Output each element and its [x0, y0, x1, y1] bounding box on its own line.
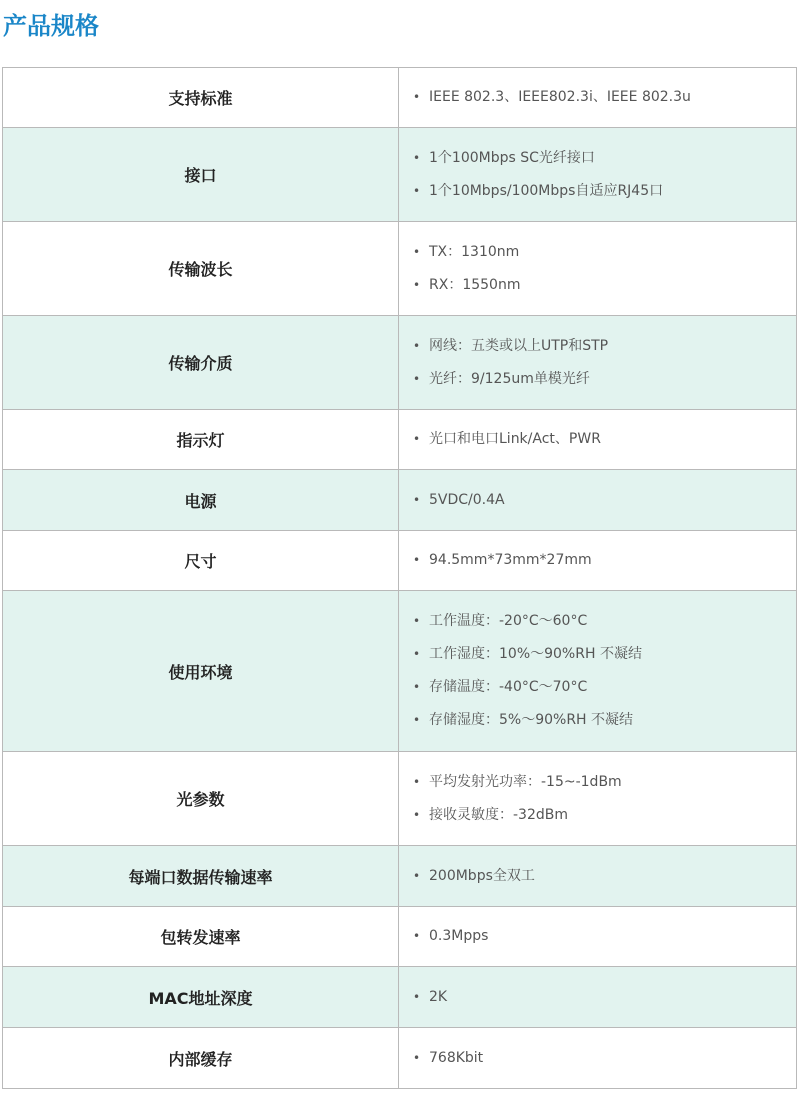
spec-value-item — [413, 484, 796, 517]
spec-value-text: 工作湿度：10%～90%RH 不凝结 — [429, 646, 642, 662]
spec-value-item — [413, 236, 796, 269]
bullet-icon: • — [413, 774, 421, 789]
bullet-icon: • — [413, 90, 421, 104]
spec-value-text: 存储温度：-40°C～70°C — [429, 679, 588, 695]
spec-value-cell — [399, 68, 797, 128]
spec-value-text: 5VDC/0.4A — [429, 491, 505, 508]
spec-value-text: 网线：五类或以上UTP和STP — [429, 337, 609, 354]
bullet-icon: • — [413, 807, 421, 822]
spec-row — [3, 470, 797, 531]
spec-row — [3, 752, 797, 846]
spec-value-item — [413, 142, 796, 175]
spec-value-cell — [399, 470, 797, 531]
spec-label: 光参数 — [3, 752, 399, 846]
spec-value-text: 94.5mm*73mm*27mm — [429, 552, 592, 568]
spec-value-list — [399, 133, 796, 217]
spec-row — [3, 591, 797, 752]
spec-value-list — [399, 72, 796, 123]
bullet-icon: • — [413, 868, 421, 883]
spec-value-item — [413, 269, 796, 302]
bullet-icon: • — [413, 989, 421, 1004]
spec-label: 每端口数据传输速率 — [3, 846, 399, 907]
spec-value-list — [399, 757, 796, 841]
spec-value-item — [413, 363, 796, 396]
bullet-icon: • — [413, 1050, 421, 1065]
spec-value-cell — [399, 967, 797, 1028]
spec-value-text: 光纤：9/125um单模光纤 — [429, 370, 590, 387]
spec-table — [2, 67, 797, 1089]
spec-label: 指示灯 — [3, 410, 399, 470]
spec-value-text: IEEE 802.3、IEEE802.3i、IEEE 802.3u — [429, 89, 691, 105]
spec-value-item — [413, 766, 796, 799]
spec-row — [3, 846, 797, 907]
bullet-icon: • — [413, 680, 421, 694]
spec-label: 使用环境 — [3, 591, 399, 752]
bullet-icon: • — [413, 150, 421, 165]
spec-value-item — [413, 81, 796, 114]
spec-row — [3, 128, 797, 222]
spec-row — [3, 1028, 797, 1089]
spec-value-text: TX：1310nm — [429, 243, 520, 260]
spec-row — [3, 410, 797, 470]
spec-value-item — [413, 330, 796, 363]
bullet-icon: • — [413, 614, 421, 628]
spec-value-text: RX：1550nm — [429, 276, 521, 293]
spec-value-text: 0.3Mpps — [429, 928, 489, 944]
spec-value-text: 768Kbit — [429, 1049, 484, 1066]
spec-label: 传输介质 — [3, 316, 399, 410]
spec-row — [3, 531, 797, 591]
spec-value-list — [399, 851, 796, 902]
bullet-icon: • — [413, 338, 421, 353]
spec-value-text: 1个100Mbps SC光纤接口 — [429, 149, 595, 166]
spec-value-item — [413, 671, 796, 704]
spec-value-item — [413, 860, 796, 893]
spec-value-list — [399, 227, 796, 311]
spec-row — [3, 967, 797, 1028]
spec-value-item — [413, 1042, 796, 1075]
spec-value-cell — [399, 752, 797, 846]
spec-value-item — [413, 605, 796, 638]
spec-value-item — [413, 544, 796, 577]
bullet-icon: • — [413, 432, 421, 446]
spec-value-item — [413, 920, 796, 953]
bullet-icon: • — [413, 183, 421, 198]
bullet-icon: • — [413, 244, 421, 259]
spec-value-item — [413, 981, 796, 1014]
spec-label: 包转发速率 — [3, 907, 399, 967]
spec-value-list — [399, 911, 796, 962]
spec-value-text: 接收灵敏度：-32dBm — [429, 806, 568, 823]
spec-value-list — [399, 535, 796, 586]
spec-label: 尺寸 — [3, 531, 399, 591]
spec-table-body — [3, 68, 797, 1089]
spec-label: 传输波长 — [3, 222, 399, 316]
bullet-icon: • — [413, 929, 421, 943]
spec-value-text: 1个10Mbps/100Mbps自适应RJ45口 — [429, 182, 664, 199]
spec-value-item — [413, 799, 796, 832]
spec-value-item — [413, 638, 796, 671]
spec-value-text: 2K — [429, 988, 448, 1005]
spec-row — [3, 907, 797, 967]
spec-value-list — [399, 1033, 796, 1084]
spec-value-text: 存储湿度：5%～90%RH 不凝结 — [429, 712, 634, 728]
spec-label: 支持标准 — [3, 68, 399, 128]
spec-value-cell — [399, 531, 797, 591]
spec-value-list — [399, 321, 796, 405]
bullet-icon: • — [413, 277, 421, 292]
spec-value-item — [413, 704, 796, 737]
spec-value-text: 平均发射光功率：-15~-1dBm — [429, 773, 622, 790]
spec-label: MAC地址深度 — [3, 967, 399, 1028]
spec-value-list — [399, 414, 796, 465]
spec-value-item — [413, 423, 796, 456]
spec-value-text: 工作温度：-20°C～60°C — [429, 613, 588, 629]
bullet-icon: • — [413, 371, 421, 386]
spec-value-cell — [399, 316, 797, 410]
bullet-icon: • — [413, 713, 421, 727]
spec-value-list — [399, 972, 796, 1023]
spec-value-cell — [399, 1028, 797, 1089]
spec-value-list — [399, 596, 796, 746]
spec-value-list — [399, 475, 796, 526]
spec-row — [3, 222, 797, 316]
spec-value-text: 光口和电口Link/Act、PWR — [429, 431, 601, 447]
bullet-icon: • — [413, 492, 421, 507]
spec-value-cell — [399, 846, 797, 907]
page-title: 产品规格 — [3, 12, 99, 40]
spec-label: 内部缓存 — [3, 1028, 399, 1089]
spec-row — [3, 316, 797, 410]
spec-value-text: 200Mbps全双工 — [429, 867, 535, 884]
bullet-icon: • — [413, 647, 421, 661]
spec-value-cell — [399, 128, 797, 222]
bullet-icon: • — [413, 553, 421, 567]
spec-label: 电源 — [3, 470, 399, 531]
spec-label: 接口 — [3, 128, 399, 222]
spec-value-item — [413, 175, 796, 208]
spec-row — [3, 68, 797, 128]
spec-value-cell — [399, 410, 797, 470]
spec-value-cell — [399, 222, 797, 316]
spec-value-cell — [399, 907, 797, 967]
spec-value-cell — [399, 591, 797, 752]
